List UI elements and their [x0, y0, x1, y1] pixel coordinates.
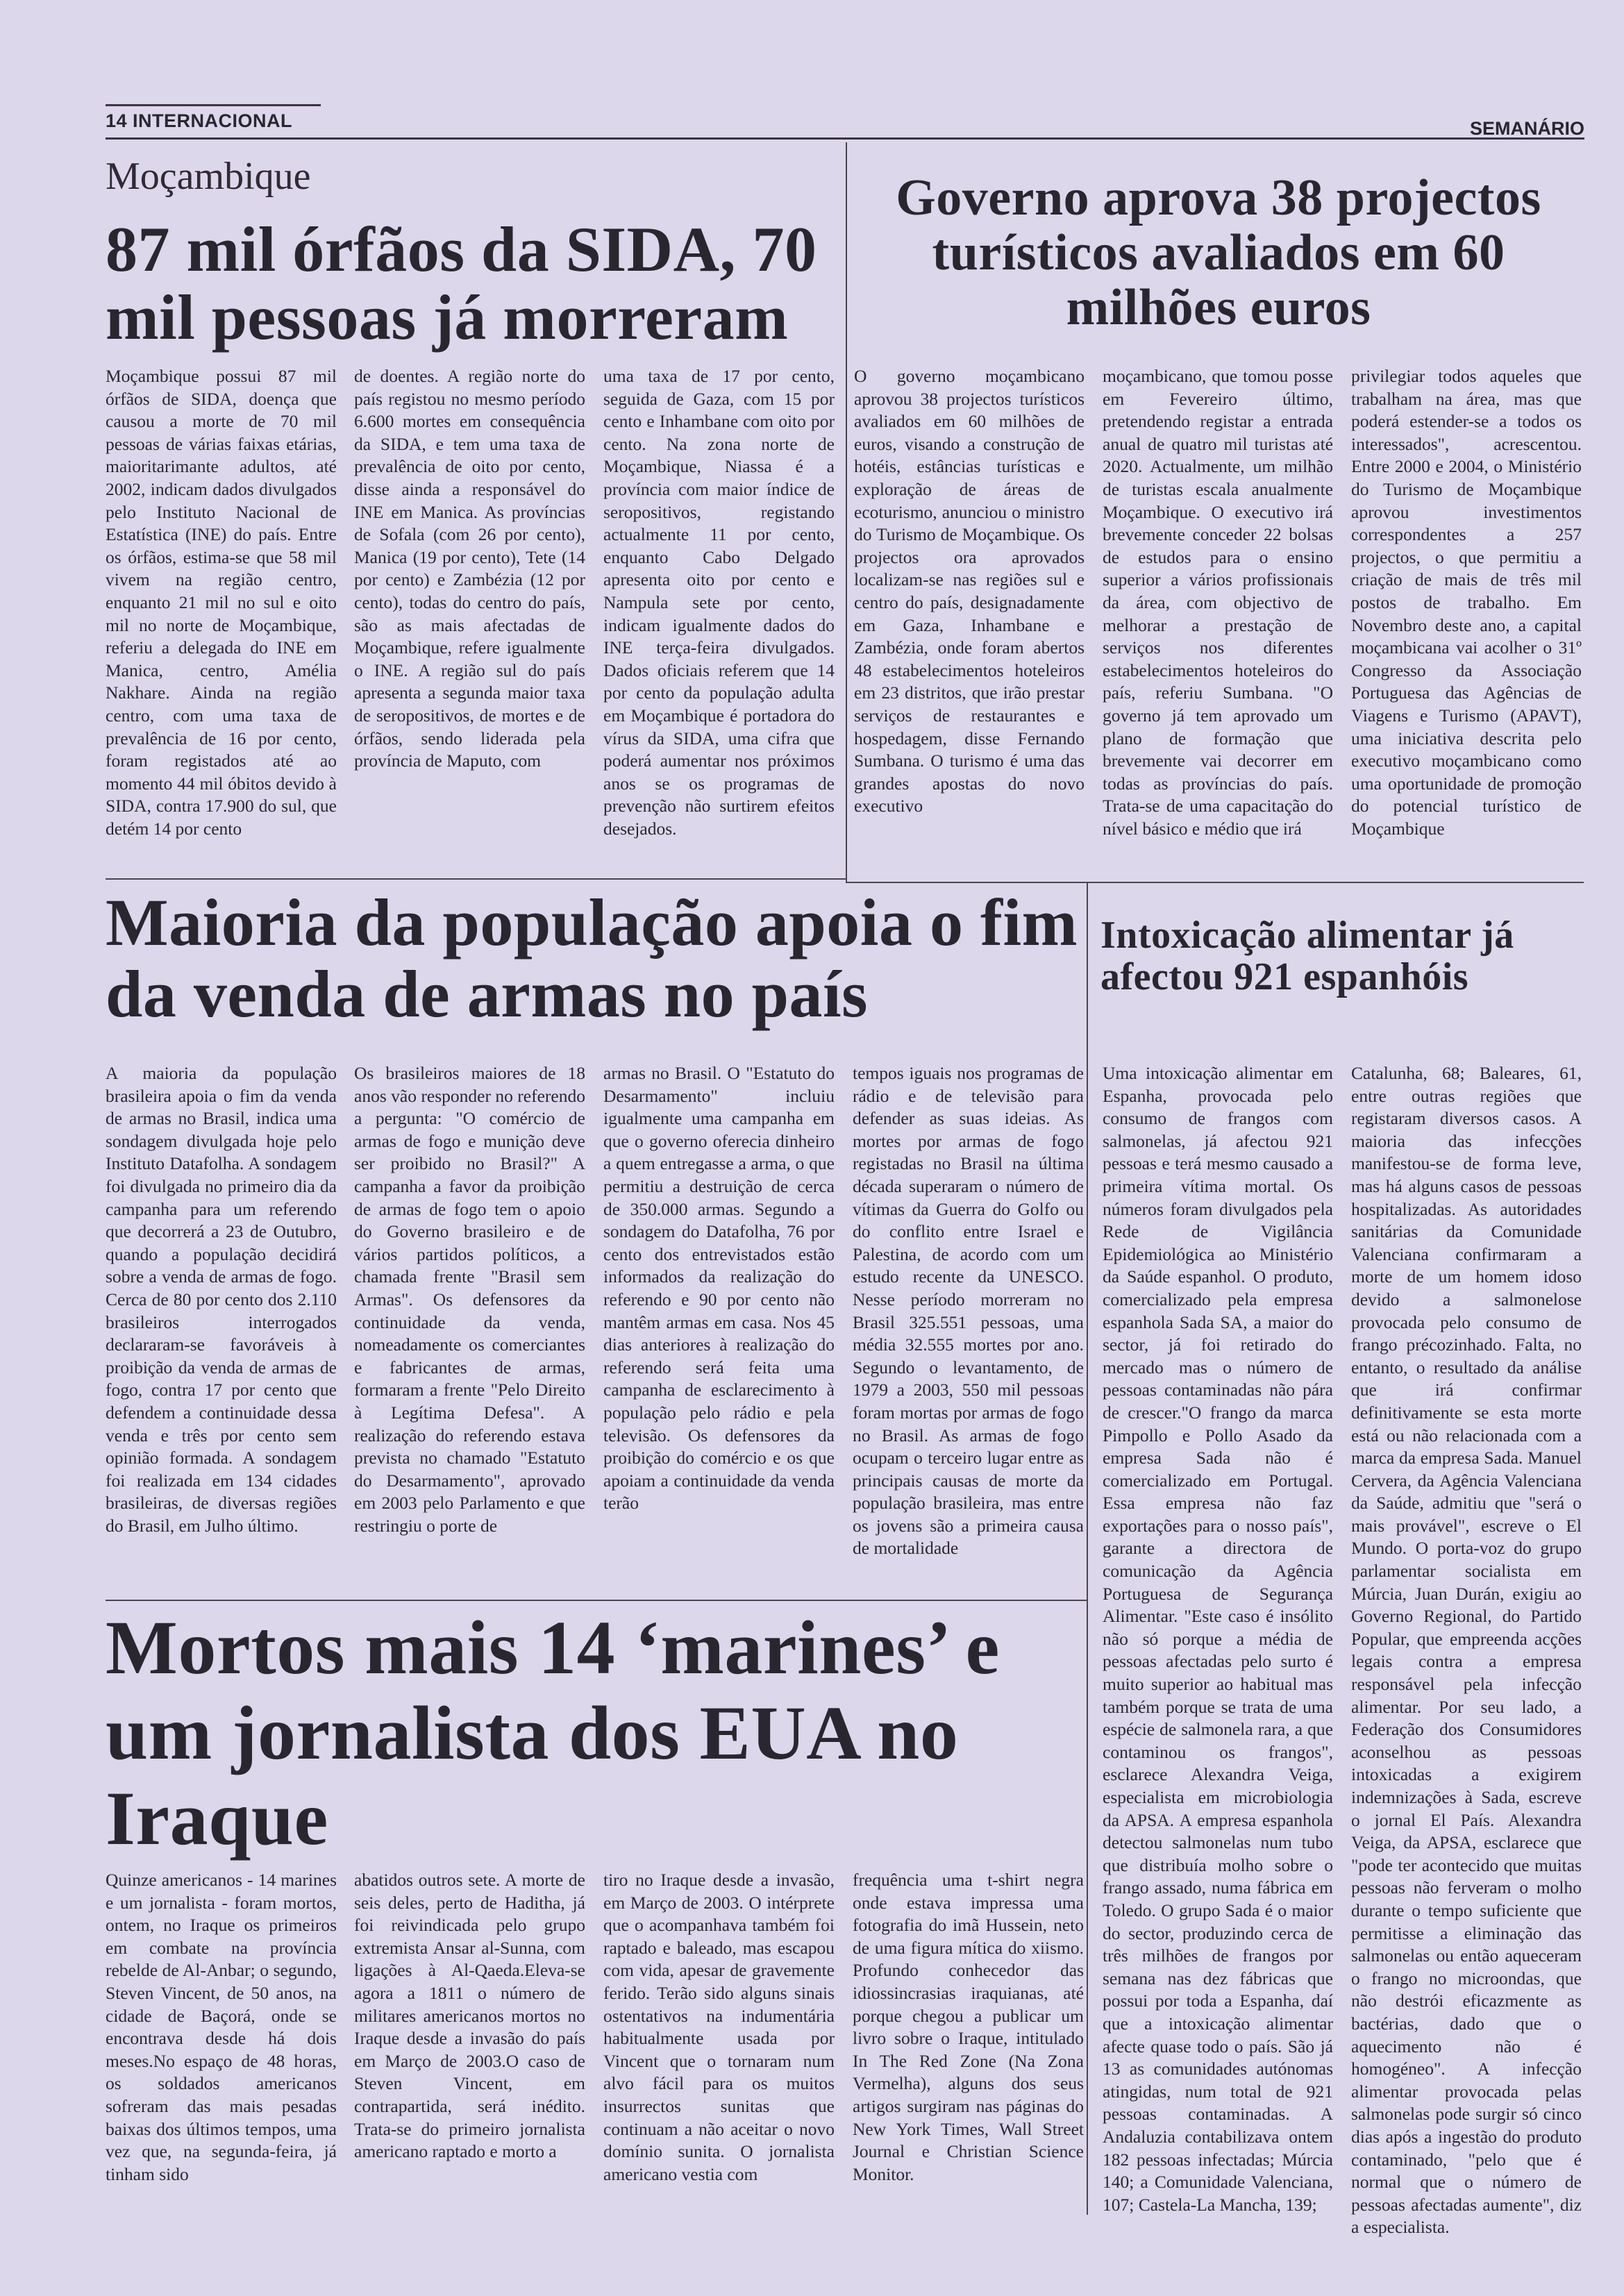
article-column: uma taxa de 17 por cento, seguida de Gaza, com 15 por cento e Inhambane com oito por cento. Na zona norte de Moçambique, Niassa é a província com maior índice de seropositivos, registando actualmente 11 por cento, enquanto Cabo Delgado apresenta oito por cento e Nampula sete por cento, indicam igualmente dados do INE terça-feira divulgados. Dados oficiais referem que 14 por cento da população adulta em Moçambique é portadora do vírus da SIDA, uma cifra que poderá aumentar nos próximos anos se os programas de prevenção não surtirem efeitos desejados.	[603, 366, 835, 839]
article-column: tempos iguais nos programas de rádio e de televisão para defender as suas ideias. As mortes por armas de fogo registadas no Brasil na última década superaram o número de vítimas da Guerra do Golfo ou do conflito entre Israel e Palestina, de acordo com um estudo recente da UNESCO. Nesse período morreram no Brasil 325.551 pessoas, uma média 32.555 mortes por ano. Segundo o levantamento, de 1979 a 2003, 550 mil pessoas foram mortas por armas de fogo no Brasil. As armas de fogo ocupam o terceiro lugar entre as principais causas de morte da população brasileira, mas entre os jovens são a primeira causa de mortalidade	[853, 1063, 1084, 1559]
header-rule	[106, 137, 1584, 140]
column-divider	[1087, 882, 1088, 2215]
article-column: O governo moçambicano aprovou 38 projectos turísticos avaliados em 60 milhões de euros, visando a construção de hotéis, estâncias turísticas e exploração de áreas de ecoturismo, anunciou o ministro do Turismo de Moçambique. Os projectos ora aprovados localizam-se nas regiões sul e centro do país, designadamente em Gaza, Inhambane e Zambézia, onde foram abertos 48 estabelecimentos hoteleiros em 23 distritos, que irão prestar serviços de restaurantes e hospedagem, disse Fernando Sumbana. O turismo é uma das grandes apostas do novo executivo	[854, 366, 1085, 816]
article-headline: Governo aprova 38 projectos turísticos avaliados em 60 milhões euros	[896, 169, 1541, 337]
article-headline: 87 mil órfãos da SIDA, 70 mil pessoas já morreram	[106, 214, 817, 353]
article-column: armas no Brasil. O "Estatuto do Desarmamento" incluiu igualmente uma campanha em que o governo oferecia dinheiro a quem entregasse a arma, o que permitiu a destruição de cerca de 350.000 armas. Segundo a sondagem do Datafolha, 76 por cento dos entrevistados estão informados da realização do referendo e 90 por cento não mantêm armas em casa. Nos 45 dias anteriores à realização do referendo será feita uma campanha de esclarecimento à população pelo rádio e pela televisão. Os defensores da proibição do comércio e os que apoiam a continuidade da venda terão	[603, 1063, 835, 1514]
article-column: Quinze americanos - 14 marines e um jornalista - foram mortos, ontem, no Iraque os primeiros em combate na província rebelde de Al-Anbar; o segundo, Steven Vincent, de 50 anos, na cidade de Baçorá, onde se encontrava desde há dois meses.No espaço de 48 horas, os soldados americanos sofreram das mais pesadas baixas dos últimos tempos, uma vez que, na segunda-feira, já tinham sido	[106, 1870, 337, 2184]
article-column: Uma intoxicação alimentar em Espanha, provocada pelo consumo de frangos com salmonelas, já afectou 921 pessoas e terá mesmo causado a primeira vítima mortal. Os números foram divulgados pela Rede de Vigilância Epidemiológica ao Ministério da Saúde espanhol. O produto, comercializado pela empresa espanhola Sada SA, a maior do sector, já foi retirado do mercado mas o número de pessoas contaminadas não pára de crescer."O frango da marca Pimpollo e Pollo Asado da empresa Sada não é comercializado em Portugal. Essa empresa não faz exportações para o nosso país", garante a directora de comunicação da Agência Portuguesa de Segurança Alimentar. "Este caso é insólito não só porque a média de pessoas afectadas pelo surto é muito superior ao habitual mas também porque se trata de uma espécie de salmonela rara, a que contaminou os frangos", esclarece Alexandra Veiga, especialista em microbiologia da APSA. A empresa espanhola detectou salmonelas num tubo que distribuía molho sobre o frango assado, numa fábrica em Toledo. O grupo Sada é o maior do sector, produzindo cerca de três milhões de frangos por semana nas dez fábricas que possui por toda a Espanha, daí que a intoxicação alimentar afecte quase todo o país. São já 13 as comunidades autónomas atingidas, num total de 921 pessoas contaminadas. A Andaluzia contabilizava ontem 182 pessoas infectadas; Múrcia 140; a Comunidade Valenciana, 107; Castela-La Mancha, 139;	[1103, 1063, 1333, 2215]
article-headline: Mortos mais 14 ‘marines’ e um jornalista dos EUA no Iraque	[106, 1605, 1000, 1861]
article-column: Os brasileiros maiores de 18 anos vão responder no referendo a pergunta: "O comércio de armas de fogo e munição deve ser proibido no Brasil?" A campanha a favor da proibição de armas de fogo tem o apoio do Governo brasileiro e de vários partidos políticos, a chamada frente "Brasil sem Armas". Os defensores da continuidade da venda, nomeadamente os comerciantes e fabricantes de armas, formaram a frente "Pelo Direito à Legítima Defesa". A realização do referendo estava prevista no chamado "Estatuto do Desarmamento", aprovado em 2003 pelo Parlamento e que restringiu o porte de	[354, 1063, 585, 1536]
article-column: moçambicano, que tomou posse em Fevereiro último, pretendendo registar a entrada anual de quatro mil turistas até 2020. Actualmente, um milhão de turistas escala anualmente Moçambique. O executivo irá brevemente conceder 22 bolsas de estudos para o ensino superior a vários profissionais da área, com objectivo de melhorar a prestação de serviços nos diferentes estabelecimentos hoteleiros do país, referiu Sumbana. "O governo já tem aprovado um plano de formação que brevemente vai decorrer em todas as províncias do país. Trata-se de uma capacitação do nível básico e médio que irá	[1103, 366, 1333, 839]
article-column: frequência uma t-shirt negra onde estava impressa uma fotografia do imã Hussein, neto de uma figura mítica do xiismo. Profundo conhecedor das idiossincrasias iraquianas, até porque chegou a publicar um livro sobre o Iraque, intitulado In The Red Zone (Na Zona Vermelha), alguns dos seus artigos surgiram nas páginas do New York Times, Wall Street Journal e Christian Science Monitor.	[853, 1870, 1084, 2184]
article-divider	[846, 882, 1584, 883]
article-column: abatidos outros sete. A morte de seis deles, perto de Haditha, já foi reivindicada pelo grupo extremista Ansar al-Sunna, com ligações à Al-Qaeda.Eleva-se agora a 1811 o número de militares americanos mortos no Iraque desde a invasão do país em Março de 2003.O caso de Steven Vincent, em contrapartida, será inédito. Trata-se do primeiro jornalista americano raptado e morto a	[354, 1870, 585, 2162]
article-column: de doentes. A região norte do país registou no mesmo período 6.600 mortes em consequência da SIDA, e tem uma taxa de prevalência de oito por cento, disse ainda a responsável do INE em Manica. As províncias de Sofala (com 26 por cento), Manica (19 por cento), Tete (14 por cento) e Zambézia (12 por cento), todas do centro do país, são as mais afectadas de Moçambique, refere igualmente o INE. A região sul do país apresenta a segunda maior taxa de seropositivos, de mortes e de órfãos, sendo liderada pela província de Maputo, com	[354, 366, 585, 771]
article-column: Catalunha, 68; Baleares, 61, entre outras regiões que registaram diversos casos. A maioria das infecções manifestou-se de forma leve, mas há alguns casos de pessoas hospitalizadas. As autoridades sanitárias da Comunidade Valenciana confirmaram a morte de um homem idoso devido a salmonelose provocada pelo consumo de frango précozinhado. Falta, no entanto, o resultado da análise que irá confirmar definitivamente se esta morte está ou não relacionada com a marca da empresa Sada. Manuel Cervera, da Agência Valenciana da Saúde, admitiu que "será o mais provável", escreve o El Mundo. O porta-voz do grupo parlamentar socialista em Múrcia, Juan Durán, exigiu ao Governo Regional, do Partido Popular, que empreenda acções legais contra a empresa responsável pela infecção alimentar. Por seu lado, a Federação dos Consumidores aconselhou as pessoas intoxicadas a exigirem indemnizações à Sada, escreve o jornal El País. Alexandra Veiga, da APSA, esclarece que "pode ter acontecido que muitas pessoas não ferveram o molho durante o tempo suficiente que permitisse a eliminação das salmonelas ou então aqueceram o frango no microondas, que não destrói eficazmente as bactérias, dado que o aquecimento não é homogéneo". A infecção alimentar provocada pelas salmonelas pode surgir só cinco dias após a ingestão do produto contaminado, "pelo que é normal que o número de pessoas afectadas aumente", diz a especialista.	[1351, 1063, 1582, 2238]
article-column: privilegiar todos aqueles que trabalham na área, mas que poderá estender-se a todos os interessados", acrescentou. Entre 2000 e 2004, o Ministério do Turismo de Moçambique aprovou investimentos correspondentes a 257 projectos, o que permitiu a criação de mais de três mil postos de trabalho. Em Novembro deste ano, a capital moçambicana vai acolher o 31º Congresso da Associação Portuguesa das Agências de Viagens e Turismo (APAVT), uma iniciativa descrita pelo executivo moçambicano como uma oportunidade de promoção do potencial turístico de Moçambique	[1351, 366, 1582, 839]
article-column: Moçambique possui 87 mil órfãos de SIDA, doença que causou a morte de 70 mil pessoas de várias faixas etárias, maioritarimante adultos, até 2002, indicam dados divulgados pelo Instituto Nacional de Estatística (INE) do país. Entre os órfãos, estima-se que 58 mil vivem na região centro, enquanto 21 mil no sul e oito mil no norte de Moçambique, referiu a delegada do INE em Manica, centro, Amélia Nakhare. Ainda na região centro, com uma taxa de prevalência de 16 por cento, foram registados até ao momento 44 mil óbitos devido à SIDA, contra 17.900 do sul, que detém 14 por cento	[106, 366, 337, 839]
article-headline: Intoxicação alimentar já afectou 921 espanhóis	[1100, 914, 1514, 998]
article-kicker: Moçambique	[106, 155, 311, 198]
article-divider	[106, 878, 846, 880]
publication-name: SEMANÁRIO	[1469, 118, 1584, 139]
article-column: A maioria da população brasileira apoia o fim da venda de armas no Brasil, indica uma sondagem divulgada hoje pelo Instituto Datafolha. A sondagem foi divulgada no primeiro dia da campanha para um referendo que decorrerá a 23 de Outubro, quando a população decidirá sobre a venda de armas de fogo. Cerca de 80 por cento dos 2.110 brasileiros interrogados declararam-se favoráveis à proibição da venda de armas de fogo, contra 17 por cento que defendem a continuidade dessa venda e três por cento sem opinião formada. A sondagem foi realizada em 134 cidades brasileiras, de diversas regiões do Brasil, em Julho último.	[106, 1063, 337, 1536]
article-headline: Maioria da população apoia o fim da venda de armas no país	[106, 885, 1078, 1031]
article-column: tiro no Iraque desde a invasão, em Março de 2003. O intérprete que o acompanhava também foi raptado e baleado, mas escapou com vida, apesar de gravemente ferido. Terão sido alguns sinais ostentativos na indumentária habitualmente usada por Vincent que o tornaram num alvo fácil para os muitos insurrectos sunitas que continuam a não aceitar o novo domínio sunita. O jornalista americano vestia com	[603, 1870, 835, 2184]
column-divider	[846, 142, 847, 882]
article-divider	[106, 1600, 1087, 1601]
section-header: 14 INTERNACIONAL	[106, 104, 321, 132]
